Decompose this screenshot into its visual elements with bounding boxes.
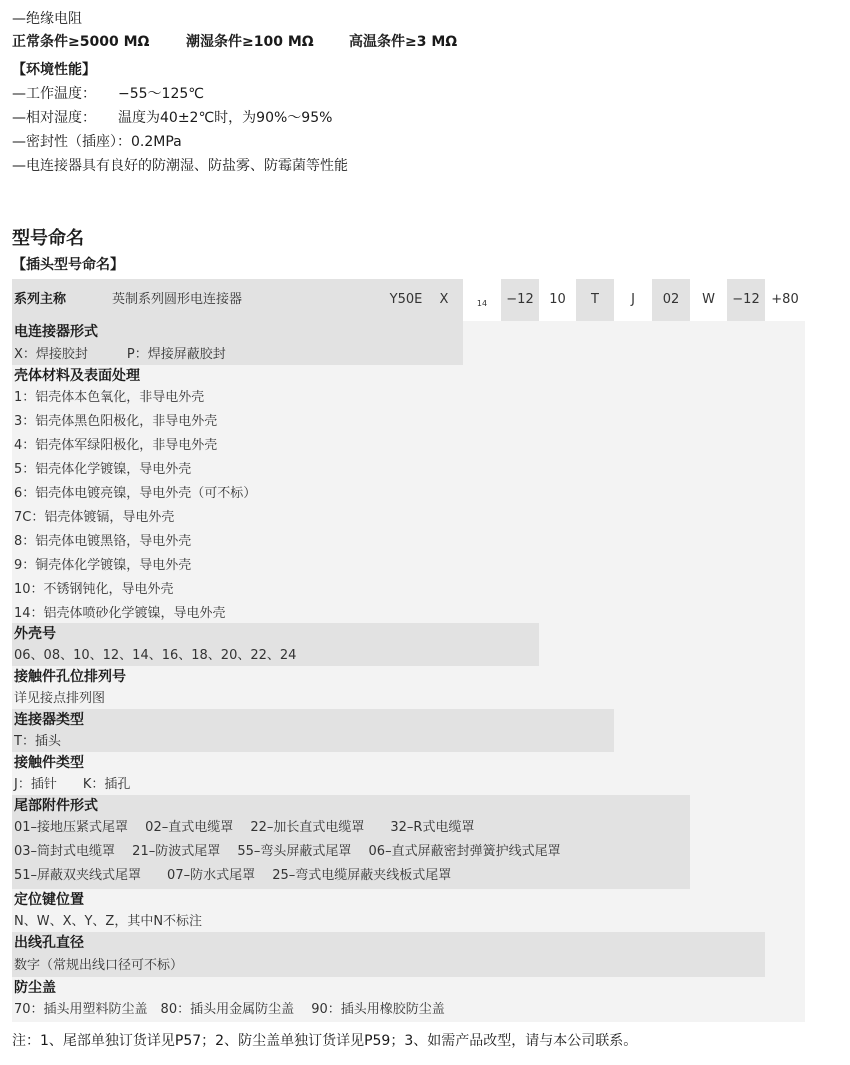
insulation-humid: 潮湿条件≥100 MΩ	[186, 34, 314, 50]
section-line: 70：插头用塑料防尘盖 80：插头用金属防尘盖 90：插头用橡胶防尘盖	[14, 1002, 445, 1017]
section-title: 壳体材料及表面处理	[14, 368, 140, 384]
section-line: 06、08、10、12、14、16、18、20、22、24	[14, 648, 297, 663]
section-line: 详见接点排列图	[14, 691, 106, 706]
section-line: 9：铜壳体化学镀镍，导电外壳	[14, 558, 192, 573]
humidity-label: —相对湿度：	[12, 110, 96, 126]
insulation-title: —绝缘电阻	[12, 11, 82, 27]
section-title: 外壳号	[14, 626, 56, 642]
work-temp-label: —工作温度：	[12, 86, 96, 102]
section-line: 01–接地压紧式尾罩 02–直式电缆罩 22–加长直式电缆罩 32–R式电缆罩	[14, 820, 475, 835]
section-title: 电连接器形式	[14, 324, 98, 340]
section-line: 数字（常规出线口径可不标）	[14, 958, 184, 973]
band-connector-type	[12, 709, 614, 752]
code-form: X	[439, 292, 449, 307]
series-label: 系列主称	[14, 292, 67, 307]
section-line: 7C：铝壳体镀镉，导电外壳	[14, 510, 175, 525]
protection-spec: —电连接器具有良好的防潮湿、防盐雾、防霉菌等性能	[12, 158, 348, 174]
code-diameter: −12	[732, 292, 760, 307]
section-line: X：焊接胶封 P：焊接屏蔽胶封	[14, 347, 226, 362]
naming-title: 型号命名	[12, 228, 84, 249]
section-line: 1：铝壳体本色氧化，非导电外壳	[14, 390, 205, 405]
seal-spec: —密封性（插座）：0.2MPa	[12, 134, 182, 150]
section-title: 防尘盖	[14, 980, 56, 996]
section-title: 接触件类型	[14, 755, 84, 771]
section-line: T：插头	[14, 734, 61, 749]
section-line: 03–筒封式电缆罩 21–防波式尾罩 55–弯头屏蔽式尾罩 06–直式屏蔽密封弹簧护线式尾罩	[14, 844, 561, 859]
insulation-normal: 正常条件≥5000 MΩ	[12, 34, 150, 50]
code-series: Y50E	[389, 292, 423, 307]
section-line: J：插针 K：插孔	[14, 777, 131, 792]
code-key: W	[702, 292, 715, 307]
code-dust-cap: +80	[771, 292, 799, 307]
section-title: 接触件孔位排列号	[14, 669, 126, 685]
section-line: 3：铝壳体黑色阳极化，非导电外壳	[14, 414, 218, 429]
section-title: 出线孔直径	[14, 935, 84, 951]
code-shell-size: −12	[506, 292, 534, 307]
section-line: 6：铝壳体电镀亮镍，导电外壳（可不标）	[14, 486, 257, 501]
work-temp-value: −55～125℃	[118, 86, 204, 102]
section-title: 连接器类型	[14, 712, 84, 728]
humidity-value: 温度为40±2℃时，为90%～95%	[118, 110, 333, 126]
env-title: 【环境性能】	[12, 62, 96, 78]
section-line: 51–屏蔽双夹线式尾罩 07–防水式尾罩 25–弯式电缆屏蔽夹线板式尾罩	[14, 868, 452, 883]
naming-subtitle: 【插头型号命名】	[12, 257, 124, 273]
footnote: 注：1、尾部单独订货详见P57；2、防尘盖单独订货详见P59；3、如需产品改型，请与本公司联系。	[12, 1033, 638, 1049]
section-title: 尾部附件形式	[14, 798, 98, 814]
code-tail: 02	[662, 292, 680, 307]
section-line: 8：铝壳体电镀黑铬，导电外壳	[14, 534, 192, 549]
section-title: 定位键位置	[14, 892, 84, 908]
code-arrangement: 10	[549, 292, 566, 307]
code-material: 14	[476, 299, 488, 308]
section-line: 14：铝壳体喷砂化学镀镍，导电外壳	[14, 606, 226, 621]
section-line: 5：铝壳体化学镀镍，导电外壳	[14, 462, 192, 477]
code-contact-type: J	[631, 292, 635, 307]
insulation-high: 高温条件≥3 MΩ	[349, 34, 458, 50]
code-connector-type: T	[591, 292, 599, 307]
section-line: N、W、X、Y、Z，其中N不标注	[14, 914, 203, 929]
series-desc: 英制系列圆形电连接器	[112, 292, 243, 307]
section-line: 10：不锈钢钝化，导电外壳	[14, 582, 174, 597]
section-line: 4：铝壳体军绿阳极化，非导电外壳	[14, 438, 218, 453]
